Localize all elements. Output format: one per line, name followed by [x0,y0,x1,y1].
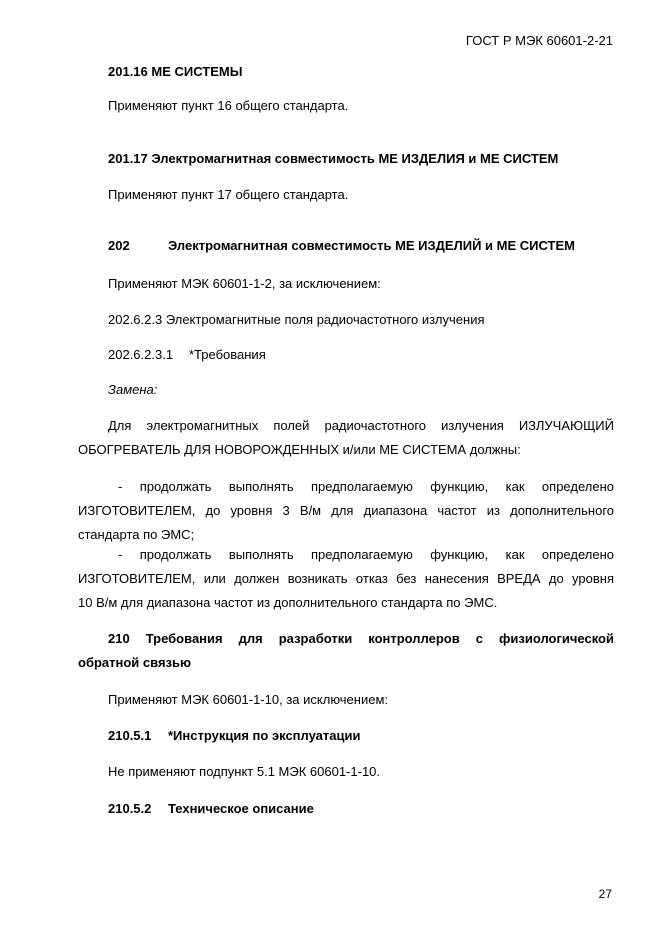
requirement-item-1 [78,475,614,547]
section-210-text: Применяют МЭК 60601-1-10, за исключением: [108,692,389,707]
section-210-heading-line-2: обратной связью [78,655,192,670]
section-202-6-2-3-heading: 202.6.2.3 Электромагнитные поля радиочастотного излучения [108,312,485,327]
section-201-16-text: Применяют пункт 16 общего стандарта. [108,98,349,113]
requirement-item-1-line-2: ИЗГОТОВИТЕЛЕМ, до уровня 3 В/м для диапазона частот из дополнительного [78,503,614,518]
section-210-5-2-title: Техническое описание [168,801,314,816]
requirement-item-2-line-3: 10 В/м для диапазона частот из дополнительного стандарта по ЭМС. [78,595,498,610]
section-210-5-2-number: 210.5.2 [108,801,152,816]
section-202-number: 202 [108,238,130,253]
replacement-label: Замена: [108,382,158,397]
requirement-item-2 [78,543,614,615]
section-202-6-2-3-1-title: *Требования [189,347,266,362]
emc-paragraph [78,414,614,462]
requirement-item-1-line-3: стандарта по ЭМС; [78,527,195,542]
section-201-17-heading: 201.17 Электромагнитная совместимость МЕ ИЗДЕЛИЯ и МЕ СИСТЕМ [108,151,559,166]
emc-paragraph-line-2: ОБОГРЕВАТЕЛЬ ДЛЯ НОВОРОЖДЕННЫХ и/или МЕ СИСТЕМА должны: [78,442,521,457]
document-code: ГОСТ Р МЭК 60601-2-21 [465,33,613,48]
emc-paragraph-line-1: Для электромагнитных полей радиочастотного излучения ИЗЛУЧАЮЩИЙ [108,418,614,433]
section-210-heading-line-1: 210 Требования для разработки контроллеров с физиологической [108,631,614,646]
section-201-17-text: Применяют пункт 17 общего стандарта. [108,187,349,202]
section-210-5-1-title: *Инструкция по эксплуатации [168,728,361,743]
section-202-title: Электромагнитная совместимость МЕ ИЗДЕЛИЙ и МЕ СИСТЕМ [168,238,575,253]
section-201-16-heading: 201.16 МЕ СИСТЕМЫ [108,64,243,79]
section-210-5-1-text: Не применяют подпункт 5.1 МЭК 60601-1-10. [108,764,381,779]
section-210-heading [78,627,614,675]
requirement-item-2-line-2: ИЗГОТОВИТЕЛЕМ, или должен возникать отказ без нанесения ВРЕДА до уровня [78,571,614,586]
section-210-5-1-number: 210.5.1 [108,728,152,743]
page-number: 27 [598,887,612,901]
requirement-item-2-line-1: - продолжать выполнять предполагаемую функцию, как определено [118,547,614,562]
section-202-text: Применяют МЭК 60601-1-2, за исключением: [108,276,381,291]
section-202-6-2-3-1-number: 202.6.2.3.1 [108,347,174,362]
requirement-item-1-line-1: - продолжать выполнять предполагаемую функцию, как определено [118,479,614,494]
